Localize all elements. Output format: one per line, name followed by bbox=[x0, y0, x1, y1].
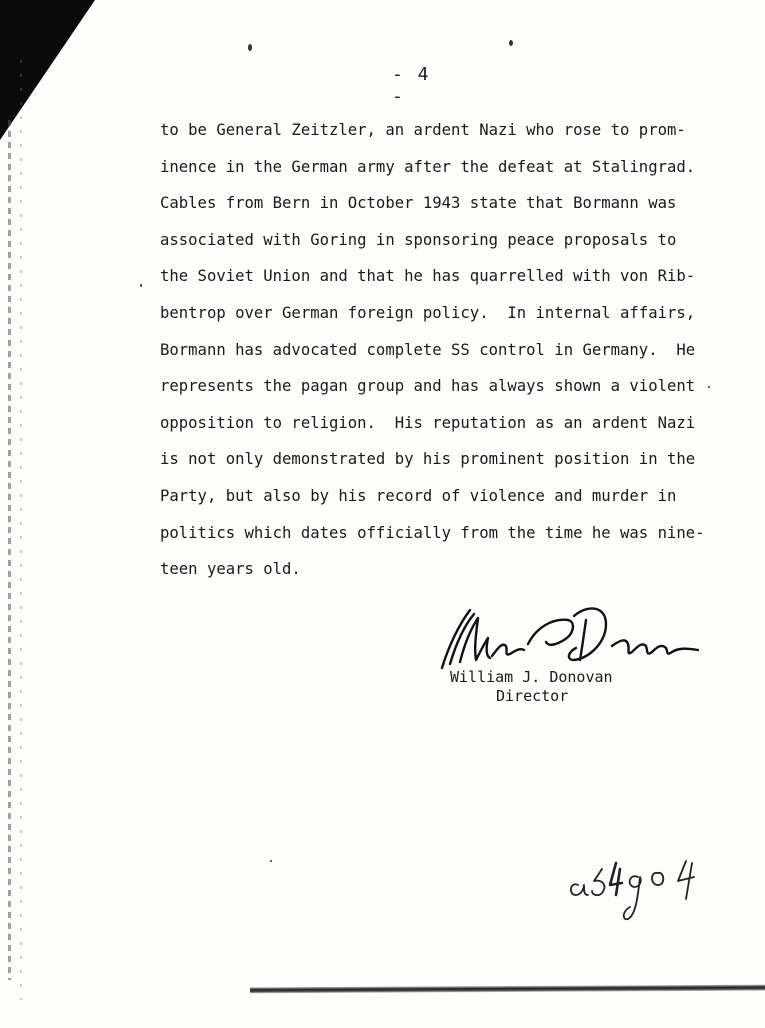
text-line: Party, but also by his record of violence and murder in bbox=[160, 486, 677, 505]
signer-name: William J. Donovan bbox=[450, 668, 613, 686]
text-line: politics which dates officially from the time he was nine- bbox=[160, 523, 705, 542]
text-line: associated with Goring in sponsoring peace proposals to bbox=[160, 230, 677, 249]
body-paragraph bbox=[160, 119, 720, 595]
scan-speck bbox=[270, 860, 272, 862]
signer-title: Director bbox=[496, 687, 569, 705]
text-line: the Soviet Union and that he has quarrelled with von Rib- bbox=[160, 267, 696, 286]
text-line: represents the pagan group and has always shown a violent bbox=[160, 377, 696, 396]
text-line: inence in the German army after the defeat at Stalingrad. bbox=[160, 157, 696, 176]
text-line: bentrop over German foreign policy. In internal affairs, bbox=[160, 303, 696, 322]
scan-speck bbox=[248, 44, 252, 51]
text-line: teen years old. bbox=[160, 560, 301, 579]
scan-left-edge-secondary bbox=[20, 60, 22, 1000]
handwritten-annotation bbox=[568, 855, 708, 925]
scan-left-edge bbox=[8, 120, 11, 980]
text-line: Bormann has advocated complete SS control in Germany. He bbox=[160, 340, 696, 359]
scan-speck bbox=[140, 284, 142, 287]
page-number: - 4 - bbox=[392, 64, 431, 107]
scan-bottom-edge bbox=[250, 985, 765, 994]
text-line: opposition to religion. His reputation as an ardent Nazi bbox=[160, 413, 696, 432]
text-line: to be General Zeitzler, an ardent Nazi who rose to prom- bbox=[160, 121, 686, 139]
text-line: is not only demonstrated by his prominent position in the bbox=[160, 450, 696, 469]
handwritten-signature bbox=[436, 598, 701, 678]
scan-speck bbox=[509, 40, 513, 46]
text-line: Cables from Bern in October 1943 state that Bormann was bbox=[160, 194, 677, 213]
scan-corner-shadow bbox=[0, 0, 95, 140]
